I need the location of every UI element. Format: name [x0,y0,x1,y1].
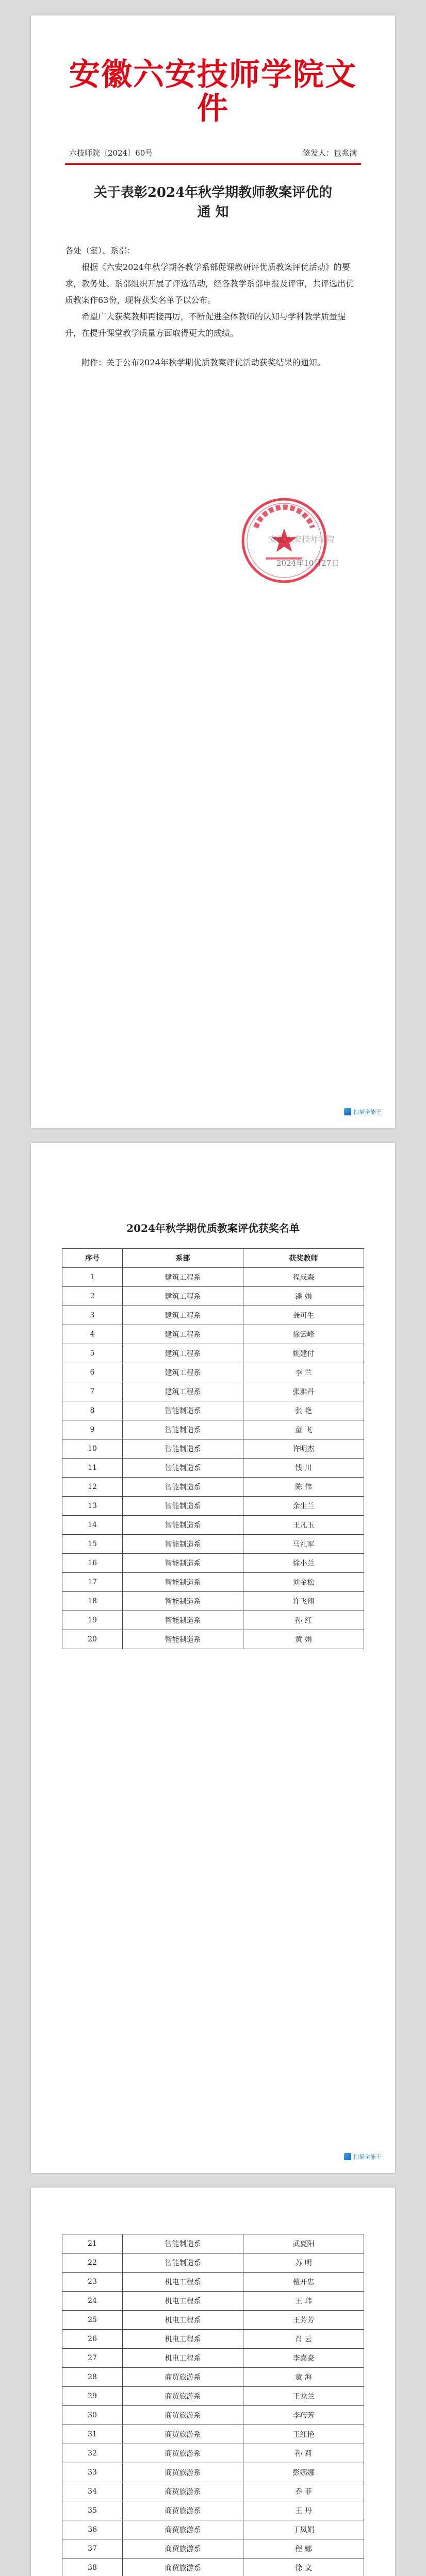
row-department: 商贸旅游系 [123,2368,243,2387]
row-number: 2 [62,1287,123,1306]
row-teacher: 徐 文 [243,2558,364,2576]
table-row [62,2311,364,2330]
table-row [62,1325,364,1344]
row-teacher: 王龙兰 [243,2387,364,2406]
award-table-continued [62,2234,364,2576]
row-teacher: 丁凤娟 [243,2520,364,2539]
table-row [62,1516,364,1535]
row-department: 智能制造系 [123,2253,243,2273]
row-number: 25 [62,2311,123,2330]
table-row [62,2539,364,2558]
row-number: 8 [62,1401,123,1420]
row-teacher: 程成森 [243,1268,364,1287]
row-department: 智能制造系 [123,1478,243,1497]
row-teacher: 张雅丹 [243,1382,364,1401]
row-number: 19 [62,1611,123,1630]
body-paragraph-2: 希望广大获奖教师再接再厉，不断促进全体教师的认知与学科教学质量提升，在提升课堂教学质量方面取得更大的成绩。 [65,312,346,338]
row-teacher: 王 丹 [243,2501,364,2520]
row-department: 商贸旅游系 [123,2444,243,2463]
row-number: 21 [62,2234,123,2253]
scanner-watermark [344,2153,382,2161]
body-paragraph-1: 根据《六安2024年秋学期各教学系部促课教研评优质教案评优活动》的要求，教务处、系部组织开展了评选活动，经各教学系部申报及评审，共评选出优质教案作63份，现将获奖名单予以公布。 [65,262,354,306]
row-department: 建筑工程系 [123,1268,243,1287]
row-teacher: 刘金松 [243,1573,364,1592]
award-table [62,1248,364,1649]
table-row [62,1401,364,1420]
table-row [62,1382,364,1401]
table-row [62,2558,364,2576]
signing-date: 2024年10月27日 [276,558,339,568]
row-teacher: 姚建付 [243,1344,364,1363]
document-red-header: 安徽六安技师学院文件 [69,57,357,127]
document-heading [65,183,361,222]
table-row [62,1420,364,1439]
row-number: 14 [62,1516,123,1535]
table-row [62,2273,364,2292]
row-number: 11 [62,1459,123,1478]
row-teacher: 童 飞 [243,1420,364,1439]
table-row [62,1287,364,1306]
row-department: 智能制造系 [123,1554,243,1573]
row-teacher: 李嘉豪 [243,2349,364,2368]
table-row [62,1497,364,1516]
table-row [62,1478,364,1497]
row-department: 机电工程系 [123,2330,243,2349]
row-number: 28 [62,2368,123,2387]
table-row [62,2387,364,2406]
row-department: 建筑工程系 [123,1306,243,1325]
row-number: 13 [62,1497,123,1516]
header-cell-teacher: 获奖教师 [243,1249,364,1268]
table-row [62,1573,364,1592]
table-row [62,2463,364,2482]
row-number: 12 [62,1478,123,1497]
row-department: 机电工程系 [123,2311,243,2330]
row-department: 智能制造系 [123,1611,243,1630]
row-department: 商贸旅游系 [123,2406,243,2425]
document-page-table-2 [31,2188,395,2576]
scanner-logo-icon [344,1108,351,1115]
table-row [62,1535,364,1554]
row-teacher: 许飞翔 [243,1592,364,1611]
row-number: 5 [62,1344,123,1363]
row-department: 智能制造系 [123,1592,243,1611]
row-number: 29 [62,2387,123,2406]
row-department: 商贸旅游系 [123,2387,243,2406]
row-teacher: 孙 红 [243,1611,364,1630]
row-teacher: 张 艳 [243,1401,364,1420]
heading-line-1: 关于表彰2024年秋学期教师教案评优的 [93,185,333,200]
row-department: 建筑工程系 [123,1344,243,1363]
row-teacher: 黄 娟 [243,1630,364,1649]
table-row [62,2406,364,2425]
row-department: 智能制造系 [123,1535,243,1554]
table-row [62,1554,364,1573]
row-number: 22 [62,2253,123,2273]
row-department: 商贸旅游系 [123,2558,243,2576]
scanner-watermark-text: 扫描全能王 [353,2154,382,2160]
table-row [62,1363,364,1382]
row-department: 商贸旅游系 [123,2520,243,2539]
row-teacher: 王红艳 [243,2425,364,2444]
heading-line-2: 通 知 [197,204,229,220]
row-department: 商贸旅游系 [123,2482,243,2501]
table-row [62,1344,364,1363]
scanner-watermark [344,1108,382,1116]
row-department: 智能制造系 [123,1630,243,1649]
row-teacher: 马礼军 [243,1535,364,1554]
table-row [62,2520,364,2539]
row-teacher: 檀开忠 [243,2273,364,2292]
header-cell-number: 序号 [62,1249,123,1268]
row-number: 10 [62,1439,123,1459]
table-row [62,1630,364,1649]
header-cell-department: 系部 [123,1249,243,1268]
row-teacher: 程 娜 [243,2539,364,2558]
document-reference-row [65,147,361,158]
row-department: 机电工程系 [123,2273,243,2292]
row-department: 智能制造系 [123,1401,243,1420]
row-teacher: 苏 明 [243,2253,364,2273]
row-teacher: 潘 娟 [243,1287,364,1306]
table-row [62,2444,364,2463]
row-department: 商贸旅游系 [123,2501,243,2520]
document-body [65,243,361,342]
red-divider-line [65,163,361,165]
table-title: 2024年秋学期优质教案评优获奖名单 [126,1222,300,1234]
row-department: 建筑工程系 [123,1382,243,1401]
table-row [62,2368,364,2387]
document-signer: 签发人：包兆满 [302,148,357,158]
row-number: 35 [62,2501,123,2520]
document-page-table-1 [31,1143,395,2173]
row-number: 27 [62,2349,123,2368]
table-row [62,1306,364,1325]
row-teacher: 王 玮 [243,2292,364,2311]
row-number: 20 [62,1630,123,1649]
document-page-notice [31,15,395,1128]
row-number: 24 [62,2292,123,2311]
table-row [62,1592,364,1611]
row-teacher: 肖 云 [243,2330,364,2349]
row-number: 31 [62,2425,123,2444]
row-department: 智能制造系 [123,2234,243,2253]
table-row [62,2501,364,2520]
row-department: 商贸旅游系 [123,2539,243,2558]
row-number: 3 [62,1306,123,1325]
row-department: 商贸旅游系 [123,2463,243,2482]
row-department: 商贸旅游系 [123,2425,243,2444]
row-teacher: 武夏阳 [243,2234,364,2253]
table-row [62,2330,364,2349]
row-department: 机电工程系 [123,2349,243,2368]
row-teacher: 徐小兰 [243,1554,364,1573]
row-number: 15 [62,1535,123,1554]
table-row [62,1439,364,1459]
row-teacher: 陈 伟 [243,1478,364,1497]
row-number: 32 [62,2444,123,2463]
row-teacher: 李巧芳 [243,2406,364,2425]
signature-area [65,497,361,625]
row-teacher: 余生兰 [243,1497,364,1516]
row-number: 4 [62,1325,123,1344]
table-row [62,2292,364,2311]
table-row [62,2482,364,2501]
attachment-note: 附件：关于公布2024年秋学期优质教案评优活动获奖结果的通知。 [81,358,325,368]
row-number: 36 [62,2520,123,2539]
table-row [62,2253,364,2273]
row-number: 7 [62,1382,123,1401]
row-number: 9 [62,1420,123,1439]
table-row [62,2234,364,2253]
table-row [62,2425,364,2444]
row-teacher: 龚可生 [243,1306,364,1325]
row-number: 38 [62,2558,123,2576]
row-number: 18 [62,1592,123,1611]
row-department: 智能制造系 [123,1516,243,1535]
table-row [62,1459,364,1478]
row-number: 16 [62,1554,123,1573]
row-department: 建筑工程系 [123,1325,243,1344]
table-row [62,1268,364,1287]
row-number: 30 [62,2406,123,2425]
row-teacher: 乔 菲 [243,2482,364,2501]
row-teacher: 黄 海 [243,2368,364,2387]
row-number: 23 [62,2273,123,2292]
row-teacher: 王芳芳 [243,2311,364,2330]
table-row [62,1611,364,1630]
row-department: 智能制造系 [123,1420,243,1439]
signing-organization: 安徽六安技师学院 [269,534,335,545]
row-teacher: 许明杰 [243,1439,364,1459]
row-department: 建筑工程系 [123,1287,243,1306]
row-number: 34 [62,2482,123,2501]
row-teacher: 钱 川 [243,1459,364,1478]
table-row [62,2349,364,2368]
row-number: 1 [62,1268,123,1287]
salutation: 各处（室）、系部： [65,246,136,256]
row-teacher: 孙 莉 [243,2444,364,2463]
row-number: 37 [62,2539,123,2558]
row-number: 26 [62,2330,123,2349]
row-department: 机电工程系 [123,2292,243,2311]
row-number: 17 [62,1573,123,1592]
scanner-watermark-text: 扫描全能王 [353,1109,382,1115]
row-number: 33 [62,2463,123,2482]
row-teacher: 王凡玉 [243,1516,364,1535]
row-department: 智能制造系 [123,1459,243,1478]
row-department: 智能制造系 [123,1497,243,1516]
scanner-logo-icon [344,2153,351,2160]
row-teacher: 李 兰 [243,1363,364,1382]
row-department: 智能制造系 [123,1573,243,1592]
document-number: 六技师院〔2024〕60号 [69,148,153,158]
table-header-row [62,1249,364,1268]
row-teacher: 徐云峰 [243,1325,364,1344]
row-department: 智能制造系 [123,1439,243,1459]
row-number: 6 [62,1363,123,1382]
row-teacher: 彭娜娜 [243,2463,364,2482]
row-department: 建筑工程系 [123,1363,243,1382]
